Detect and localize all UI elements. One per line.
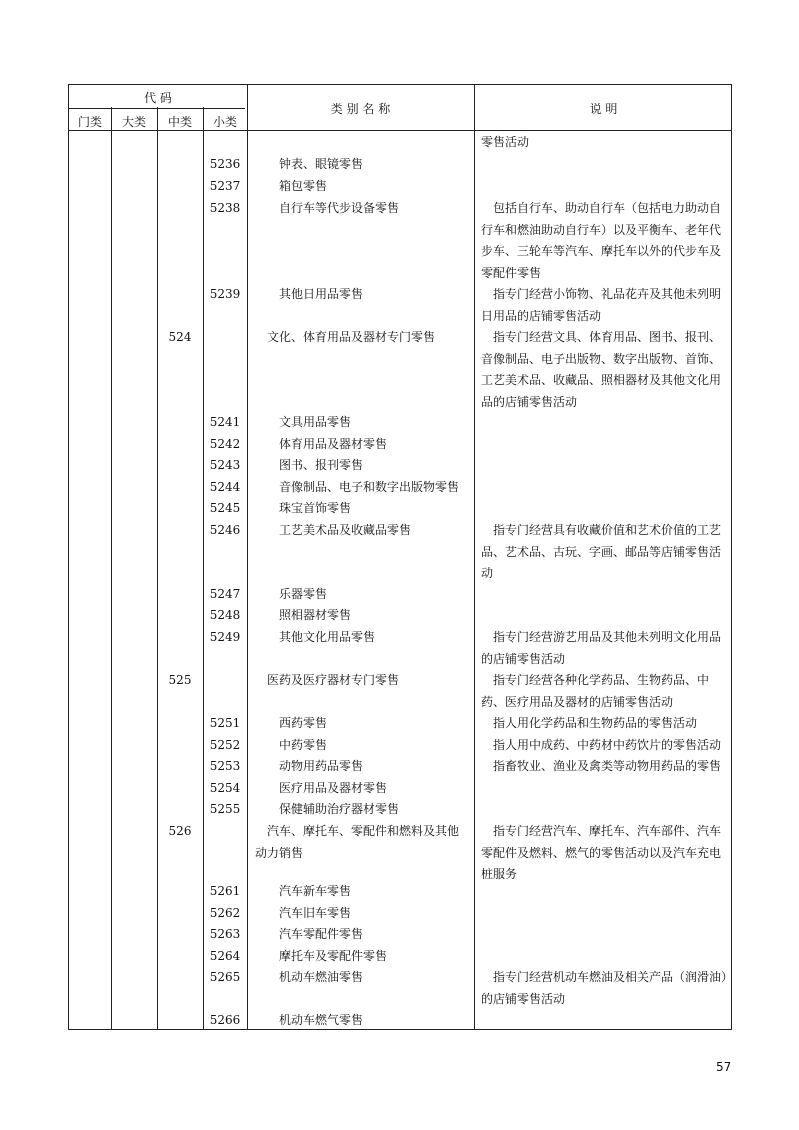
category-description: 指畜牧业、渔业及禽类等动物用药品的零售	[493, 759, 722, 773]
header-name: 类 别 名 称	[330, 102, 391, 116]
category-name: 机动车燃油零售	[279, 970, 364, 984]
small-class-code: 5254	[209, 781, 241, 795]
small-class-code: 5247	[209, 587, 241, 601]
small-class-code: 5253	[209, 759, 241, 773]
small-class-code: 5264	[209, 949, 241, 963]
small-class-code: 5242	[209, 437, 241, 451]
category-description: 指人用化学药品和生物药品的零售活动	[493, 716, 698, 730]
page-number: 57	[716, 1060, 732, 1074]
small-class-code: 5238	[209, 201, 241, 215]
small-class-code: 5244	[209, 480, 241, 494]
category-name: 自行车等代步设备零售	[279, 201, 400, 215]
category-description: 指专门经营小饰物、礼品花卉及其他未列明日用品的店铺零售活动	[481, 287, 722, 323]
small-class-code: 5236	[209, 157, 241, 171]
col-divider	[111, 85, 112, 1029]
category-name: 其他日用品零售	[279, 287, 364, 301]
small-class-code: 5251	[209, 716, 241, 730]
header-desc: 说 明	[589, 102, 618, 116]
category-description: 指专门经营各种化学药品、生物药品、中药、医疗用品及器材的店铺零售活动	[481, 673, 710, 709]
category-name: 汽车旧车零售	[279, 906, 352, 920]
category-name: 箱包零售	[279, 179, 328, 193]
small-class-code: 5262	[209, 906, 241, 920]
small-class-code: 5261	[209, 884, 241, 898]
small-class-code: 5255	[209, 802, 241, 816]
category-description: 指专门经营具有收藏价值和艺术价值的工艺品、艺术品、古玩、字画、邮品等店铺零售活动	[481, 523, 722, 580]
category-name: 文化、体育用品及器材专门零售	[267, 330, 436, 344]
category-name: 乐器零售	[279, 587, 328, 601]
category-description: 包括自行车、助动自行车（包括电力助动自行车和燃油助动自行车）以及平衡车、老年代步车、三轮车等汽车、摩托车以外的代步车及零配件零售	[481, 201, 722, 280]
small-class-code: 5265	[209, 970, 241, 984]
category-name: 体育用品及器材零售	[279, 437, 388, 451]
small-class-code: 5243	[209, 458, 241, 472]
mid-class-code: 525	[168, 673, 192, 687]
category-name: 珠宝首饰零售	[279, 501, 352, 515]
mid-class-code: 524	[168, 330, 192, 344]
header-bottom-line	[69, 130, 731, 131]
category-description: 指专门经营文具、体育用品、图书、报刊、音像制品、电子出版物、数字出版物、首饰、工艺美术品、收藏品、照相器材及其他文化用品的店铺零售活动	[481, 330, 722, 409]
header-zhong: 中类	[167, 115, 192, 129]
category-description: 指专门经营游艺用品及其他未列明文化用品的店铺零售活动	[481, 630, 722, 666]
header-subdivider	[69, 108, 245, 109]
small-class-code: 5249	[209, 630, 241, 644]
col-divider	[474, 85, 475, 1029]
small-class-code: 5252	[209, 738, 241, 752]
small-class-code: 5241	[209, 415, 241, 429]
small-class-code: 5239	[209, 287, 241, 301]
category-name: 中药零售	[279, 738, 328, 752]
category-name: 汽车新车零售	[279, 884, 352, 898]
classification-table	[68, 84, 732, 1030]
small-class-code: 5237	[209, 179, 241, 193]
category-name: 音像制品、电子和数字出版物零售	[279, 480, 460, 494]
header-xiao: 小类	[212, 115, 237, 129]
category-description: 零售活动	[481, 135, 530, 149]
small-class-code: 5245	[209, 501, 241, 515]
small-class-code: 5246	[209, 523, 241, 537]
category-name: 照相器材零售	[279, 608, 352, 622]
category-name: 图书、报刊零售	[279, 458, 364, 472]
category-name: 保健辅助治疗器材零售	[279, 802, 400, 816]
category-name: 钟表、眼镜零售	[279, 157, 364, 171]
category-name: 西药零售	[279, 716, 328, 730]
category-description: 指专门经营汽车、摩托车、汽车部件、汽车零配件及燃料、燃气的零售活动以及汽车充电桩服务	[481, 824, 722, 881]
col-divider	[247, 85, 248, 1029]
category-name: 工艺美术品及收藏品零售	[279, 523, 412, 537]
header-da: 大类	[121, 115, 146, 129]
category-description: 指人用中成药、中药材中药饮片的零售活动	[493, 738, 722, 752]
category-name: 汽车零配件零售	[279, 927, 364, 941]
mid-class-code: 526	[168, 824, 192, 838]
category-name: 其他文化用品零售	[279, 630, 376, 644]
category-name: 医药及医疗器材专门零售	[267, 673, 400, 687]
category-name: 动物用药品零售	[279, 759, 364, 773]
small-class-code: 5266	[209, 1013, 241, 1027]
category-name: 机动车燃气零售	[279, 1013, 364, 1027]
category-name: 医疗用品及器材零售	[279, 781, 388, 795]
category-name: 摩托车及零配件零售	[279, 949, 388, 963]
header-men: 门类	[77, 115, 102, 129]
small-class-code: 5263	[209, 927, 241, 941]
category-name: 汽车、摩托车、零配件和燃料及其他动力销售	[255, 824, 460, 860]
col-divider	[157, 85, 158, 1029]
small-class-code: 5248	[209, 608, 241, 622]
category-description: 指专门经营机动车燃油及相关产品（润滑油）的店铺零售活动	[481, 970, 728, 1006]
category-name: 文具用品零售	[279, 415, 352, 429]
code-group-header: 代 码	[144, 91, 172, 105]
